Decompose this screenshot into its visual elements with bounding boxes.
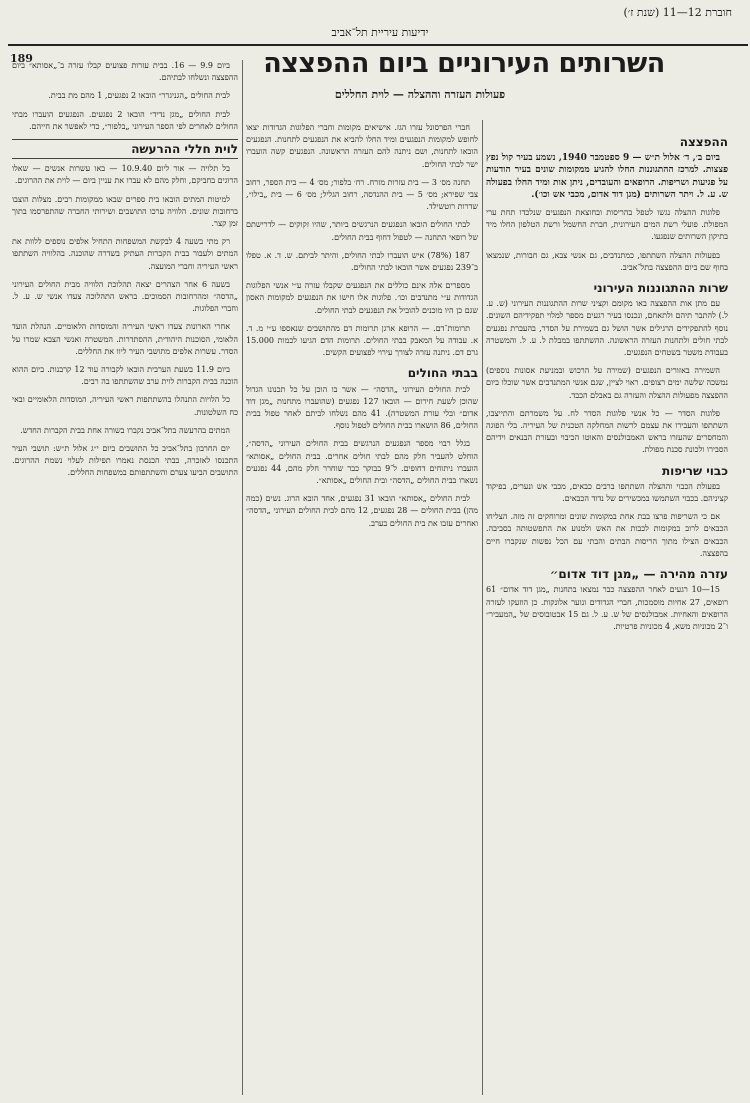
paragraph: לבית החולים „מגן נדיד״ הובאו 2 נפגעים. הנפגעים הועברו מבתי החולים לאחרים לפי הספר העירוני „בלפור״, כדי לאפשר את חייהם.	[12, 109, 238, 131]
paragraph: רק מתי בשעה 4 לבקשת המשפחות התחיל אלפים נוספים ללוות את המתים ולעבור בבית הקברות העתיק בשדרה שהוכנה. בהלוויה השתתפו ראשי העיריה וחברי המועצה.	[12, 237, 238, 271]
paragraph: 15—10 רגעים לאחר ההפצצה כבר נמצאו בתחנות „מגן דוד אדום״ 61 רופאים, 27 אחיות מוסמכות, חברי הגדודים ונוער אלונקות. כן הוזעקו לעזרה הרופאים והאחיות. אמבולנסים של ש. ע. ל. גם 15 אבטובוסים של „המעביר״ ו־2 מכוניות משא, 4 מכוניות פרטיות.	[486, 585, 729, 631]
paragraph: 187 (78%) איש הועברו לבתי החולים, והיתר לביתם. ש. ד. א. טפלו ב־239 נפגעים אשר הובאו לבתי החולים.	[246, 250, 478, 273]
paragraph: בגלל רבוי מספר הנפגעים הנרגשים בבית החולים העירוני „הדסה״, הוחלט להעביר חלק מהם לבתי חולים אחרים. בבית החולים „אסותא״ הועברו ניתוחים דחופים. ל־9 בבוקר כבר שוחרר חלק מהם, 44 נפגעים נשארו בבית החולים „הדסה״ ובית החולים „אסותא״.	[246, 439, 479, 486]
column-middle	[246, 122, 478, 536]
issue-label: חוברת 12—11 (שנת ז׳)	[623, 6, 732, 19]
paragraph: לבית החולים העירוני „הדסה״ — אשר בו הוכן על כל תכנונו הגדול שהוכן לשעת חירום — הובאו 127 נפגעים (שהועברו מתחנות „מגן דוד אדום״ ובלי עזרת המשטרה). 41 מהם נשלחו לביתם לאחר טפול בבית החולים, 86 הושארו בבית החולים לטפול נוסף.	[246, 384, 479, 431]
running-title: ידיעות עיריית תל־אביב	[331, 26, 429, 39]
section-heading: ההפצצה	[679, 135, 728, 149]
section-heading: לוית חללי ההרעשה	[12, 139, 238, 159]
paragraph: בפעולת הכבוי וההצלה השתתפו ברבים כבאים, מכבי אש ונערים, בפיקוד קציניהם. בכבוי השתמשו במכשירים של נדוד הכבאים.	[486, 481, 728, 504]
section-heading: שרות ההתגוננות העירוני	[593, 281, 728, 296]
page-number: 189	[10, 52, 33, 65]
paragraph: למיטות המתים הובאו בית ספרים שבאו ממקומות רבים. מצלות הוצבו ברחובות שונים. הלוויה ערכו התושבים ושירותי החברה שהתפרסמו בתוך זמן קצר.	[12, 194, 238, 229]
section-heading: בבתי החולים	[407, 366, 478, 381]
article-headline: השרותים העירוניים ביום ההפצצה	[263, 48, 665, 79]
section-heading: כבוי שריפות	[661, 463, 728, 478]
paragraph: בשעה 6 אחר הצהרים יצאה תהלוכת הלוויה מבית החולים העירוני „הדסה״ ומהרחובות הסמוכים. בראש התהלוכה צעדו אנשי ש. ע. ל. וחברי הפלוגות.	[12, 279, 238, 314]
paragraph: אחרי הארונות צעדו ראשי העיריה והמוסדות הלאומיים. הנהלת הועד הלאומי, הסוכנות היהודית, ההסתדרות. המשטרה ואנשי הצבא שמרו על הסדר. עשרות אלפים מתושבי העיר ליוו את החללים.	[12, 322, 238, 356]
paragraph: מספרים אלה אינם כוללים את הנפגעים שקבלו עזרה ע״י אנשי הפלוגות הגדודות ע״י מתנדבים וכו׳. פלוגות אלו חישו את הנפגעים למקומות האסון שגם כן היו מוכנים להוביל את הנפגעים לבתי החולים.	[246, 281, 478, 315]
paragraph: ביום ב׳, ד׳ אלול ת״ש — 9 ספטמבר 1940, נשמע בעיר קול נפץ פצצות. למרכז ההתגוננות החלו להגיע ממקומות שונים בעיר הודעות על פגיעות ושריפות. הרופאים והעובדים, ניתן אות ומיד החלו בפעולה ש. ע. ל. ויתר השרותים (מגן דוד אדום, מכבי אש וכו׳).	[486, 153, 728, 200]
paragraph: תרומות־דם. — הרופא ארגן תרומות דם מהתושבים שנאספו ע״י מ. ד. א. עבודה על המאבק בבתי החולים. תרומות הדם הגיעו לכמות 15.000 גרם דם. ניתנה עזרה לצורך עירוי לפצועים הקשים.	[246, 323, 478, 358]
paragraph: ביום 11.9 בשעת הערבית הובאו לקבורה עוד 12 קרבנות. ביום ההוא הוכנה בבית הקברות לוית ערב שהשתתפו בה רבים.	[12, 365, 238, 387]
paragraph: בל תלויה — אור ליום 10.9.40 — באו עשרות אנשים — שאלו הרוגים בחביקם, וחלק מהם לא עברו את עניין ביום — לוית את ההרוגים.	[12, 164, 238, 186]
paragraph: אם כי השריפות פרצו בבת אחת במקומות שונים ומרוחקים זה מזה. הצליחו הכבאים לרוב במקומות לכבות את האש ולמנוע את התפשטותה בסביבה. הכבאים הצילו מתוך הריסות הבתים והבתי עם הכל נפשות שנקברו חיים בהפצצה.	[486, 512, 728, 558]
paragraph: השמירה באזורים הנפגעים (שמירה על הרכוש ובמניעת אסונות נוספים) נמשכה שלשה ימים רצופים. ראוי לציין, שגם אנשי המתנדבים אשר שוכלו ביום ההפצצה מפעולות ההצלה והעזרה גם באבלם הכבד.	[486, 366, 728, 400]
paragraph: ביום 9.9 — 16. בבית עזרות פצועים קבלו עזרה ב־„אסותא״ ביום ההפצצה ונשלחו לבתיהם.	[12, 61, 238, 83]
paragraph: פלוגות ההצלה נגשו לטפל בהריסות ובחוצאת הנפגעים שנלכדו תחת ערי המפולת. פועלי רשת המים העירונית, חברת החשמל ורשת הטלפון החלו מיד בתיקון השרותים שנפגעו.	[486, 208, 728, 242]
paragraph: לבתי החולים הובאו הנפגעים הנרגשים ביותר, שהיו זקוקים — לדרישתם של רופאי התחנה — לטפול דחוף בבית החולים.	[246, 220, 478, 242]
paragraph: יום החרבון בתל־אביב כל התושבים ביום י״ג אלול ת״ש: תושבי העיר התכנסו לאזכרה, בבתי הכנסת נאמרו תפילות לעלוי נשמת ההרוגים. התושבים הביעו צערם והשתתפותם במשפחות החללים.	[12, 444, 238, 478]
paragraph: לבית החולים „אסותא״ הובאו 31 נפגעים, אחד הובא הרוג. נשים (כמה מהן) בבית החולים — 28 נפגעים, 12 מהם לבית החולים העירוני „הדסה״ ואחרים עזבו את בית החולים בערב.	[246, 494, 479, 528]
paragraph: בפעולות ההצלה השתתפו, כמתנדבים, גם אנשי צבא, גם חבורות, שנמצאו בחוף שם ביום ההפצצה בתל־אביב.	[486, 250, 728, 272]
paragraph: המתים בהרעשה בתל־אביב נקברו בשורה אחת בבית הקברות החדש.	[20, 425, 230, 435]
paragraph: פלוגות הסדר — כל אנשי פלוגות הסדר לח. על משמרתם והתייצבו, השתתפו והעבירו את עצמם לרשות המחלקה הטכנית של העיריה. בלי הפוגה והמחסרים שהעזרו בראש האמבולנסים והאוטו הכיבוי ובעזרת הבנאים וידיהם הסבירו ולכונת סכנת מפולת.	[486, 408, 728, 455]
column-left	[12, 60, 238, 486]
section-heading: עזרה מהירה — „מגן דוד אדום״	[549, 567, 728, 582]
paragraph: תחנה מס׳ 3 — בית עזרות מזרח. רח׳ בלפור; מס׳ 4 — בית הספר, רחוב צבי שפירא; מס׳ 5 — בית ההנדסה, רחוב הגליל; מס׳ 6 — בית „בילו״, שדרות רוטשילד.	[246, 177, 479, 212]
paragraph: עם מתן אות ההפצצה באו מקומם וקציני שרות ההתגוננות העירוני (ש. ע. ל.) להתבר תיהם ולתאחם, ונכנסו בעיר רגעים מספר למלוי תפקידיהם השונים. נוסף להתפקידים הרגילים אשר הושל גם בשמירת על הסדר, בהעברת נפגעים לבתי חולים ולתחנות העזרה הראשונה. ההשתתפו במבלת ל. ע. ל. והמשטרה בעבודת משטר בשטחים הנפגעים.	[486, 299, 728, 358]
paragraph: לבית החולים „הגניגרר״ הובאו 2 נפגעים, 1 מהם מת בבית.	[48, 91, 230, 101]
paragraph: כל הלויות התנהלו בהשתתפות ראשי העיריה, המוסדות הלאומיים ובאי כח השלטונות.	[12, 395, 238, 417]
column-divider	[482, 120, 483, 1095]
column-divider	[242, 60, 243, 1095]
paragraph: חברי הפרסונל עזרו הגז. אישיאים מקומות וחברי הפלוגות הגדודות יצאו לחופש למקומות הנפגעים ומיד החלו להביא את הנפגעים לתחנות. הנפגעים הובאו לתחנות, ושם ניתנה להם העזרה הראשונה. הנפגעים קשה הועברו ישר לבתי החולים.	[246, 123, 478, 169]
column-right	[486, 128, 728, 639]
article-subtitle: פעולות העזרה וההצלה — לוית החללים	[334, 88, 506, 101]
